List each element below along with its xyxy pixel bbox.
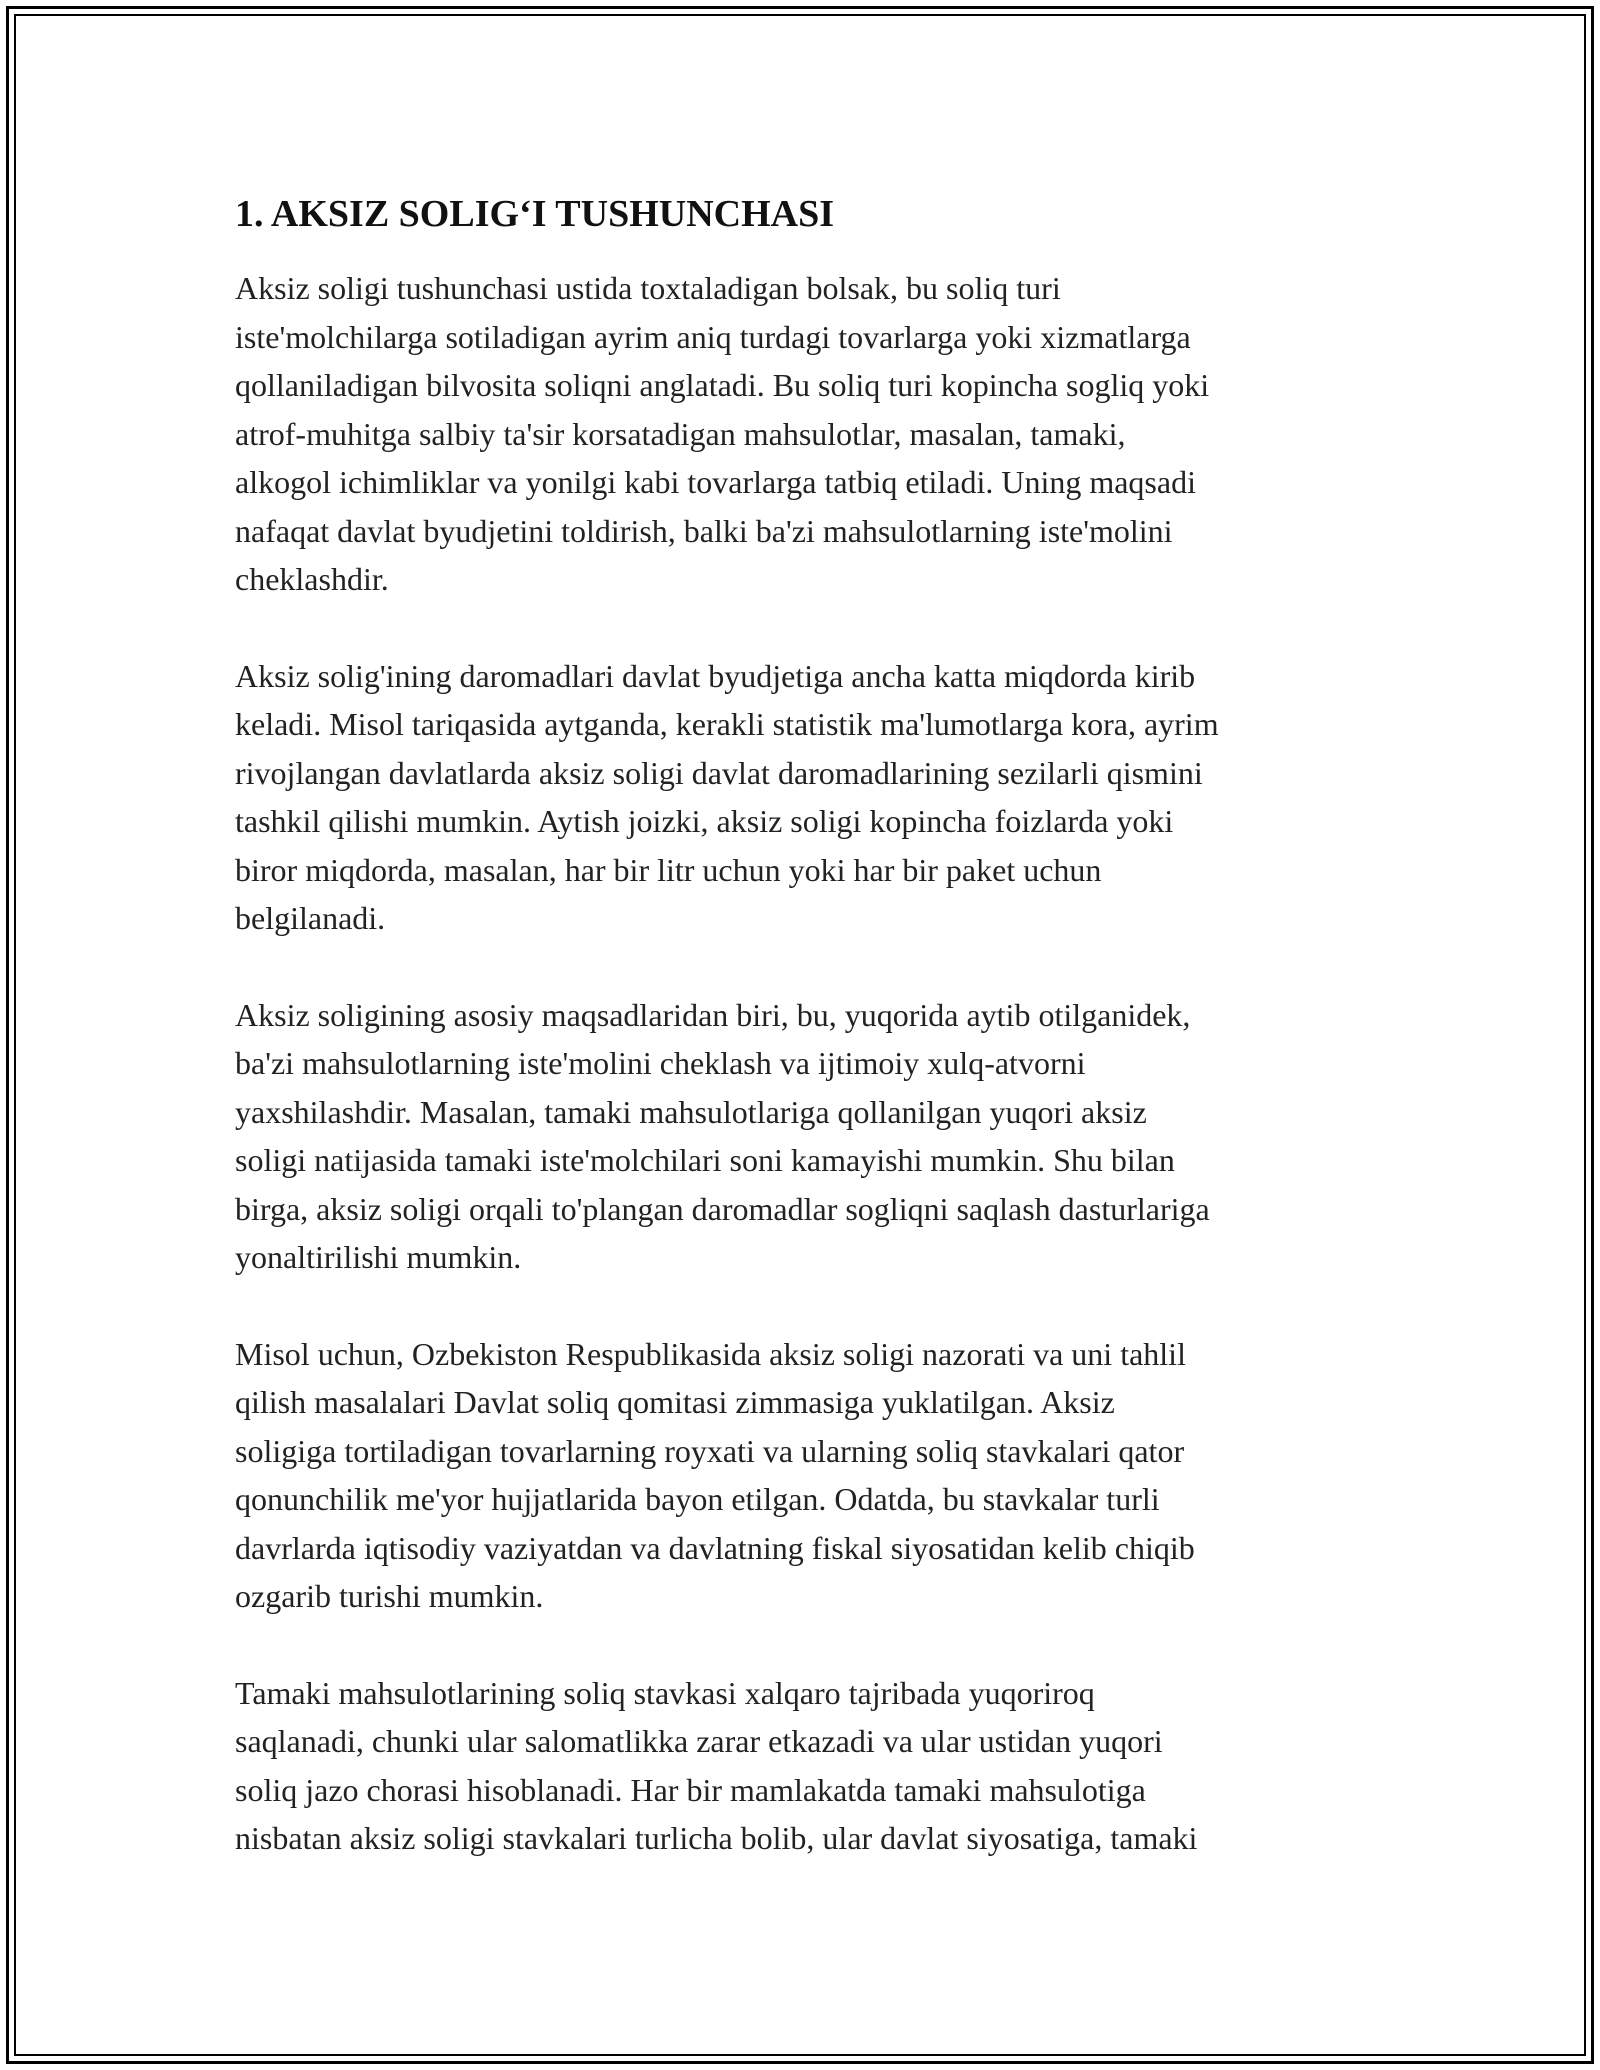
text-line: qonunchilik me'yor hujjatlarida bayon etilgan. Odatda, bu stavkalar turli	[235, 1481, 1160, 1517]
text-line: birga, aksiz soligi orqali to'plangan daromadlar sogliqni saqlash dasturlariga	[235, 1190, 1210, 1227]
text-line: soliq jazo chorasi hisoblanadi. Har bir mamlakatda tamaki mahsulotiga	[235, 1771, 1146, 1808]
text-line: Aksiz soligining asosiy maqsadlaridan biri, bu, yuqorida aytib otilganidek,	[235, 996, 1191, 1033]
paragraph-1	[235, 264, 1375, 604]
section-title: 1. AKSIZ SOLIG‘I TUSHUNCHASI	[235, 193, 835, 235]
paragraph-2	[235, 652, 1375, 943]
text-line: davrlarda iqtisodiy vaziyatdan va davlatning fiskal siyosatidan kelib chiqib	[235, 1529, 1195, 1566]
paragraph-3	[235, 991, 1375, 1282]
text-line: belgilanadi.	[235, 900, 386, 936]
text-line: yonaltirilishi mumkin.	[235, 1239, 522, 1275]
paragraph-5	[235, 1669, 1375, 1863]
text-line: ozgarib turishi mumkin.	[235, 1578, 544, 1614]
text-line: soligi natijasida tamaki iste'molchilari soni kamayishi mumkin. Shu bilan	[235, 1142, 1175, 1178]
text-line: saqlanadi, chunki ular salomatlikka zarar etkazadi va ular ustidan yuqori	[235, 1723, 1163, 1759]
text-line: yaxshilashdir. Masalan, tamaki mahsulotlariga qollanilgan yuqori aksiz	[235, 1093, 1147, 1130]
text-line: rivojlangan davlatlarda aksiz soligi davlat daromadlarining sezilarli qismini	[235, 754, 1203, 791]
text-line: qilish masalalari Davlat soliq qomitasi zimmasiga yuklatilgan. Aksiz	[235, 1384, 1115, 1420]
text-line: Aksiz solig'ining daromadlari davlat byudjetiga ancha katta miqdorda kirib	[235, 657, 1196, 694]
text-line: nisbatan aksiz soligi stavkalari turlicha bolib, ular davlat siyosatiga, tamaki	[235, 1820, 1198, 1856]
text-line: qollaniladigan bilvosita soliqni anglatadi. Bu soliq turi kopincha sogliq yoki	[235, 367, 1210, 403]
text-line: atrof-muhitga salbiy ta'sir korsatadigan mahsulotlar, masalan, tamaki,	[235, 415, 1126, 452]
text-line: ba'zi mahsulotlarning iste'molini cheklash va ijtimoiy xulq-atvorni	[235, 1045, 1086, 1081]
text-line: cheklashdir.	[235, 561, 389, 597]
text-line: Misol uchun, Ozbekiston Respublikasida aksiz soligi nazorati va uni tahlil	[235, 1335, 1186, 1372]
text-line: keladi. Misol tariqasida aytganda, kerakli statistik ma'lumotlarga kora, ayrim	[235, 706, 1219, 742]
text-line: iste'molchilarga sotiladigan ayrim aniq turdagi tovarlarga yoki xizmatlarga	[235, 318, 1191, 355]
text-line: biror miqdorda, masalan, har bir litr uchun yoki har bir paket uchun	[235, 851, 1102, 888]
text-line: alkogol ichimliklar va yonilgi kabi tovarlarga tatbiq etiladi. Uning maqsadi	[235, 464, 1196, 500]
text-line: soligiga tortiladigan tovarlarning royxati va ularning soliq stavkalari qator	[235, 1432, 1185, 1469]
paragraph-4	[235, 1330, 1375, 1621]
text-line: tashkil qilishi mumkin. Aytish joizki, aksiz soligi kopincha foizlarda yoki	[235, 803, 1174, 839]
text-line: nafaqat davlat byudjetini toldirish, balki ba'zi mahsulotlarning iste'molini	[235, 512, 1173, 549]
text-line: Tamaki mahsulotlarining soliq stavkasi xalqaro tajribada yuqoriroq	[235, 1674, 1095, 1711]
document-body	[235, 186, 1375, 1911]
text-line: Aksiz soligi tushunchasi ustida toxtaladigan bolsak, bu soliq turi	[235, 270, 1061, 306]
